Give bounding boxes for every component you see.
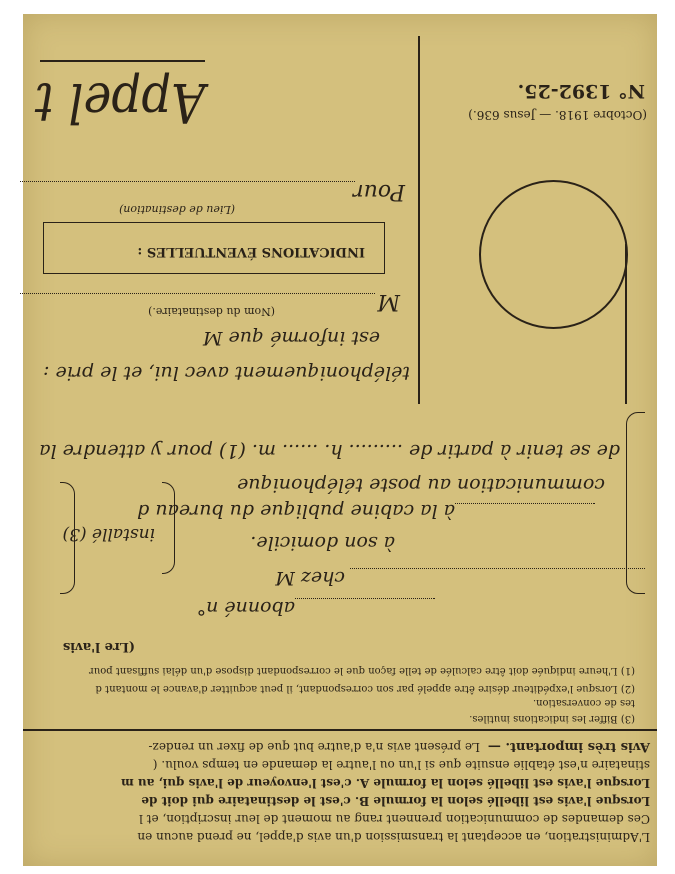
avis-line-6: L'Administration, en acceptant la transmission d'un avis d'appel, ne prend aucun en (137, 830, 650, 844)
communication-text: communication au poste téléphonique (237, 474, 605, 496)
avis-line-3: Lorsque l'avis est libellé selon la formule A. c'est l'envoyeur de l'avis qui, au m (121, 776, 650, 790)
vertical-divider (418, 36, 420, 404)
abonne-dotted-line (295, 598, 435, 599)
note-3: (3) Biffer les indications inutiles. (469, 713, 635, 724)
abonne-text: abonné n° (196, 597, 295, 619)
chez-text: chez M (275, 567, 345, 589)
avis-title: Avis très important. — (487, 739, 650, 754)
left-brace (60, 482, 75, 594)
pour-dotted-line (20, 181, 355, 182)
installe-text: installé (3) (62, 524, 155, 544)
note-1: (1) L'heure indiquée doit être calculée de telle façon que le correspondant dispose d'un délai suffisant pour (88, 665, 635, 676)
avis-line-5: Ces demandes de communication prennent rang au moment de leur inscription, et l (139, 812, 650, 826)
lieu-destination: (Lieu de destination) (119, 203, 235, 216)
form-edition: (Octobre 1918. — Jesus 636.) (468, 108, 647, 122)
m-dotted-line (20, 293, 375, 294)
domicile-text: à son domicile. (250, 532, 395, 554)
avis-line-4: Lorsque l'avis est libellé selon la formule B. c'est le destinataire qui doit de (141, 794, 650, 808)
notes-separator (23, 729, 657, 731)
left-vertical-rule (625, 244, 627, 404)
stamp-circle (479, 180, 628, 329)
indications-label: INDICATIONS ÉVENTUELLES : (137, 244, 365, 259)
nom-destinataire: (Nom du destinataire.) (148, 305, 275, 318)
telephoniquement-text: téléphoniquement avec lui, et le prie : (43, 362, 410, 384)
title-underline (40, 60, 205, 62)
right-brace (626, 412, 645, 594)
est-informe-text: est informé que M (203, 327, 380, 349)
lre-avis-text: (Lre l'avis (62, 639, 135, 654)
form-number: N° 1392-25. (517, 80, 645, 102)
note-2b: tes de conversation. (532, 697, 635, 708)
chez-dotted-line (350, 568, 645, 569)
note-2: (2) Lorsque l'expéditeur désire être appelé par son correspondant, il peut acquitter d'avance le montant d (95, 683, 635, 694)
pour-label: Pour (353, 179, 405, 204)
avis-line-2: stinataire n'est établie ensuite que si l'un ou l'autre la demande en temps voulu. ( (152, 758, 650, 772)
cabine-dotted-line (455, 503, 595, 504)
m-label: M (377, 289, 400, 314)
de-se-tenir-text: de se tenir à partir de ......... h. ...... m. (1) pour y attendre la (39, 440, 620, 462)
avis-line-1: Le présent avis n'a d'autre but que de fixer un rendez- (148, 740, 480, 754)
cabine-text: à la cabine publique du bureau d (137, 500, 455, 522)
inner-brace (162, 482, 175, 574)
form-title: Appel t (34, 71, 205, 134)
